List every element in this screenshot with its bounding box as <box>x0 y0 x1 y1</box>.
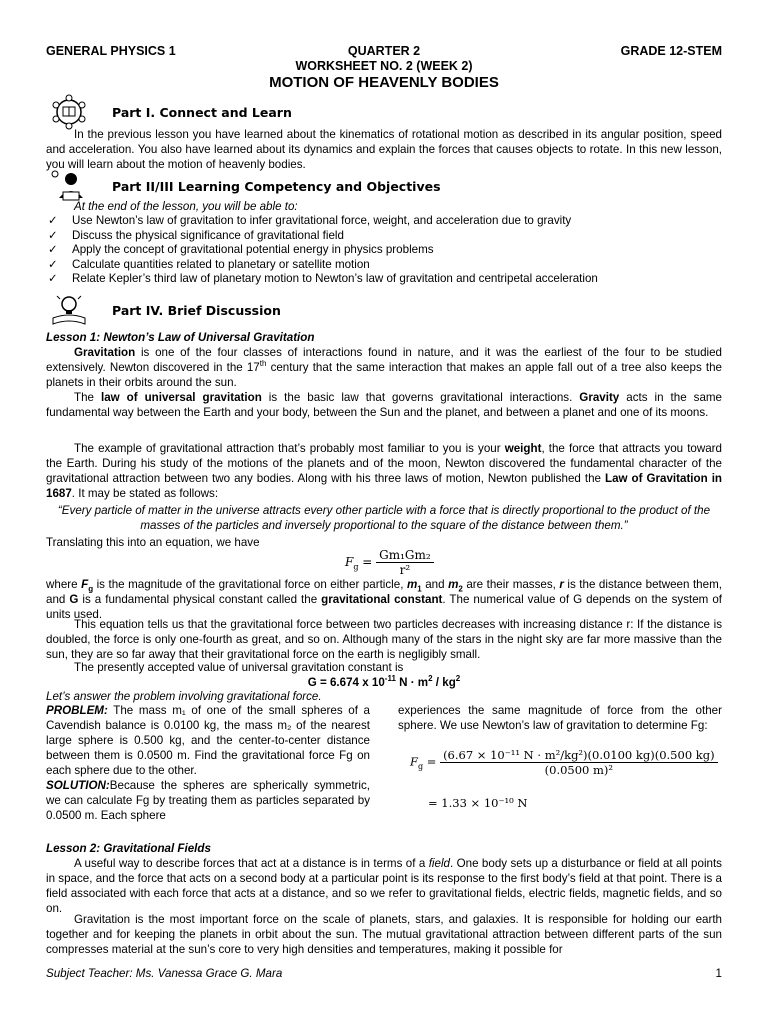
problem-text: PROBLEM: The mass m₁ of one of the small spheres of a Cavendish balance is 0.0100 kg, the mass m₂ of the nearest large sphere is 0.500 kg, and the center-to-center distance between them is 0.0500 m. Find the gravitational force Fg on each sphere due to the other. <box>46 704 370 777</box>
gravitation-quote: “Every particle of matter in the universe attracts every other particle with a force that is directly proportional to the product of the masses of the particles and inversely proportional to the square of the distance between them.” <box>57 504 711 532</box>
equation-numerator: Gm₁Gm₂ <box>376 548 434 563</box>
check-icon: ✓ <box>48 228 58 242</box>
part2-heading: Part II/III Learning Competency and Objectives <box>112 178 441 194</box>
list-item: ✓ Apply the concept of gravitational potential energy in physics problems <box>48 243 434 257</box>
part1-text: In the previous lesson you have learned about the kinematics of rotational motion as described in its angular position, speed and acceleration. You also have learned about its dynamics and explain the forces that causes objects to rotate. In this new lesson, you will learn about the motion of heavenly bodies. <box>46 128 722 171</box>
part4-heading-row <box>46 292 281 328</box>
worksheet-number: WORKSHEET NO. 2 (WEEK 2) <box>295 59 473 73</box>
check-icon: ✓ <box>48 257 58 271</box>
part1-heading: Part I. Connect and Learn <box>112 104 292 120</box>
lesson2-paragraph-1: A useful way to describe forces that act at a distance is in terms of a field. One body sets up a disturbance or field at all points in space, and the force that acts on a second body at a particular point is its response to the first body’s field at that point. There is a field associated with each force that acts at a distance, and so we refer to gravitational fields, electric fields, magnetic fields, and so on. <box>46 857 722 915</box>
list-item: ✓ Use Newton’s law of gravitation to infer gravitational force, weight, and acceleration due to gravity <box>48 214 572 227</box>
list-item: ✓ Calculate quantities related to planetary or satellite motion <box>48 257 370 271</box>
lesson2-title: Lesson 2: Gravitational Fields <box>46 842 211 855</box>
check-icon: ✓ <box>48 214 58 227</box>
quarter-label: QUARTER 2 <box>347 44 421 58</box>
objectives-intro: At the end of the lesson, you will be able to: <box>74 200 298 213</box>
lesson2-paragraph-2: Gravitation is the most important force on the scale of planets, stars, and galaxies. It is responsible for holding our earth together and for keeping the planets in orbit about the sun. The mutual gravitational attraction between different parts of the sun compresses material at the sun’s core to very high densities and temperatures, making it possible for <box>46 913 722 956</box>
lesson1-paragraph-5: This equation tells us that the gravitational force between two particles decreases with increasing distance r: If the distance is doubled, the force is only one-fourth as great, and so on. Although many of the stars in the night sky are far more massive than the sun, they are so far away that their gravitational force on the earth is negligibly small. <box>46 618 722 661</box>
right-column-text: experiences the same magnitude of force from the other sphere. We use Newton’s law of gravitation to determine Fg: <box>398 704 722 732</box>
calculation-numerator: (6.67 × 10⁻¹¹ N · m²/kg²)(0.0100 kg)(0.500 kg) <box>440 748 718 763</box>
where-text: where $F_g$ is the magnitude of the gravitational force on either particle, $m_1$ and $m_2$ are their masses, r is the distance between them, and G is a fundamental physical constant called the gravitational constant. The numerical value of G depends on the system of units used. <box>46 578 722 621</box>
gravitation-equation: $F_g$ = $\frac{\text{Gm₁Gm₂}}{\text{r²}}$ <box>345 548 434 577</box>
part4-heading: Part IV. Brief Discussion <box>112 302 281 318</box>
translating-text: Translating this into an equation, we have <box>46 536 260 549</box>
lesson1-title: Lesson 1: Newton’s Law of Universal Gravitation <box>46 331 315 344</box>
grade-label: GRADE 12-STEM <box>620 44 722 58</box>
lesson1-paragraph-3: The example of gravitational attraction that’s probably most familiar to you is your weight, the force that attracts you toward the Earth. During his study of the motions of the planets and of the moon, Newton discovered the fundamental character of the gravitational attraction between two any bodies. Along with his three laws of motion, Newton published the Law of Gravitation in 1687. It may be stated as follows: <box>46 442 722 500</box>
lets-answer-text: Let’s answer the problem involving gravitational force. <box>46 690 322 703</box>
calculation-denominator: (0.0500 m)² <box>544 763 614 777</box>
page-footer <box>46 967 722 980</box>
part1-heading-row <box>46 94 292 130</box>
objectives-list <box>46 214 722 287</box>
check-icon: ✓ <box>48 243 58 257</box>
gravitation-constant: G = 6.674 x $10^{-11}$ $N \cdot m^2 / kg^2$ <box>307 674 461 689</box>
connect-learn-icon <box>46 94 92 130</box>
teacher-name: Subject Teacher: Ms. Vanessa Grace G. Mara <box>46 967 283 980</box>
equation-denominator: r² <box>399 563 411 577</box>
list-item: ✓ Relate Kepler’s third law of planetary motion to Newton’s law of gravitation and centripetal acceleration <box>48 272 598 286</box>
lesson1-paragraph-1: Gravitation is one of the four classes of interactions found in nature, and it was the earliest of the four to be studied extensively. Newton discovered in the 17th century that the same interaction that makes an apple fall out of a tree also keeps the planets in their orbits around the sun. <box>46 346 722 389</box>
page-title: MOTION OF HEAVENLY BODIES <box>269 74 499 91</box>
calculation-equation: $F_g$ = $\frac{\text{(6.67 × 10⁻¹¹ N · m²/kg²)(0.0100 kg)(0.500 kg)}}{\text{(0.0500 m)²}}$ <box>410 748 718 777</box>
check-icon: ✓ <box>48 272 58 286</box>
page-number: 1 <box>715 967 722 980</box>
lightbulb-book-icon <box>46 292 92 328</box>
solution-text: SOLUTION:Because the spheres are spherically symmetric, we can calculate Fg by treating them as particles separated by 0.0500 m. Each sphere <box>46 779 370 822</box>
lesson1-paragraph-2: The law of universal gravitation is the basic law that governs gravitational interactions. Gravity acts in the same fundamental way between the Earth and your body, between the Sun and the planet, and between a planet and one of its moons. <box>46 391 722 419</box>
problem-column <box>46 703 370 823</box>
lesson1-paragraph-6: The presently accepted value of universal gravitation constant is <box>74 661 404 674</box>
list-item: ✓ Discuss the physical significance of gravitational field <box>48 228 344 242</box>
subject-label: GENERAL PHYSICS 1 <box>46 44 176 58</box>
calculation-result: = 1.33 × 10⁻¹⁰ N <box>428 796 528 810</box>
